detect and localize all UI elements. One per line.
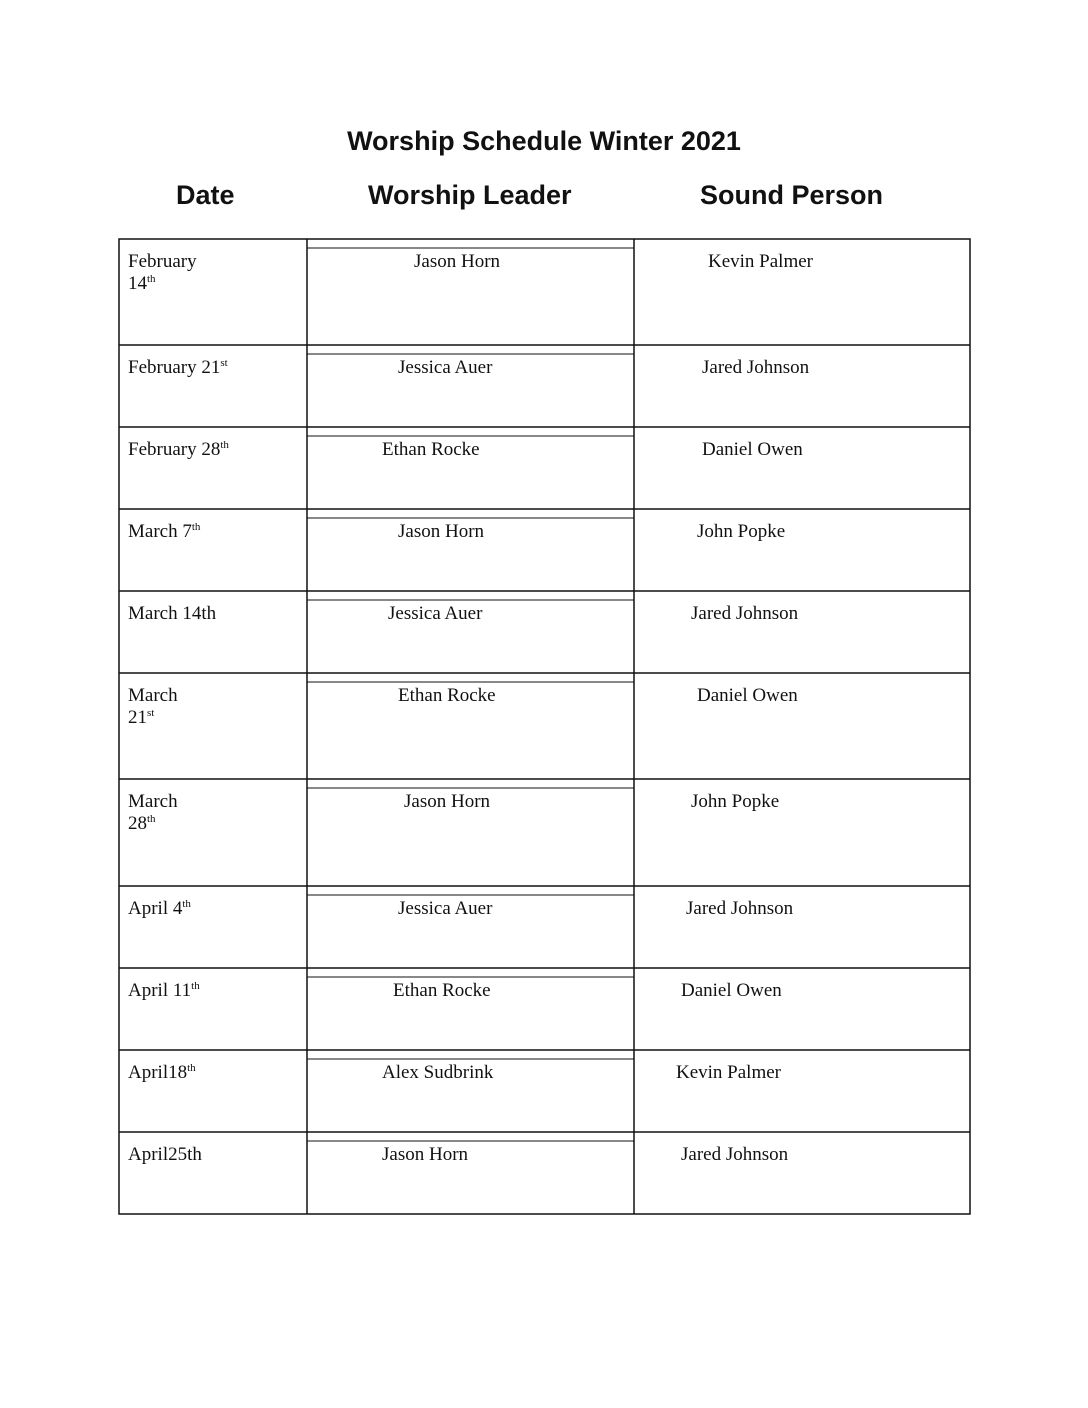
table-row-date: March 28th [128,791,178,834]
table-row-leader: Jessica Auer [398,898,493,919]
column-header-sound-person: Sound Person [700,180,884,210]
table-row-leader: Jason Horn [382,1144,469,1165]
table-row-sound: Daniel Owen [681,980,782,1001]
table-row-leader: Ethan Rocke [398,685,496,706]
table-row-date: February 21st [128,357,228,378]
table-row-leader: Jessica Auer [388,603,483,624]
table-row-date: March 7th [128,521,201,542]
table-row-sound: Jared Johnson [702,357,810,378]
table-row-leader: Jessica Auer [398,357,493,378]
column-header-worship-leader: Worship Leader [368,180,572,210]
table-row-date: April 11th [128,980,200,1001]
table-row-date: February 28th [128,439,229,460]
table-row-leader: Ethan Rocke [382,439,480,460]
table-row-date: March 14th [128,603,217,624]
table-row-sound: Daniel Owen [702,439,803,460]
table-row-sound: John Popke [691,791,780,812]
table-row-leader: Alex Sudbrink [382,1062,494,1083]
table-row-sound: Kevin Palmer [676,1062,782,1083]
table-row-date: April25th [128,1144,202,1165]
table-row-date: February 14th [128,251,197,294]
page-title: Worship Schedule Winter 2021 [347,126,741,156]
table-row-date: April18th [128,1062,196,1083]
table-row-leader: Jason Horn [404,791,491,812]
table-row-sound: Jared Johnson [691,603,799,624]
table-row-sound: Kevin Palmer [708,251,814,272]
table-row-date: March 21st [128,685,178,728]
table-row-date: April 4th [128,898,191,919]
table-row-leader: Jason Horn [414,251,501,272]
table-row-sound: John Popke [697,521,786,542]
table-row-sound: Jared Johnson [681,1144,789,1165]
column-header-date: Date [176,180,235,210]
table-row-leader: Ethan Rocke [393,980,491,1001]
table-row-sound: Jared Johnson [686,898,794,919]
table-row-leader: Jason Horn [398,521,485,542]
table-row-sound: Daniel Owen [697,685,798,706]
